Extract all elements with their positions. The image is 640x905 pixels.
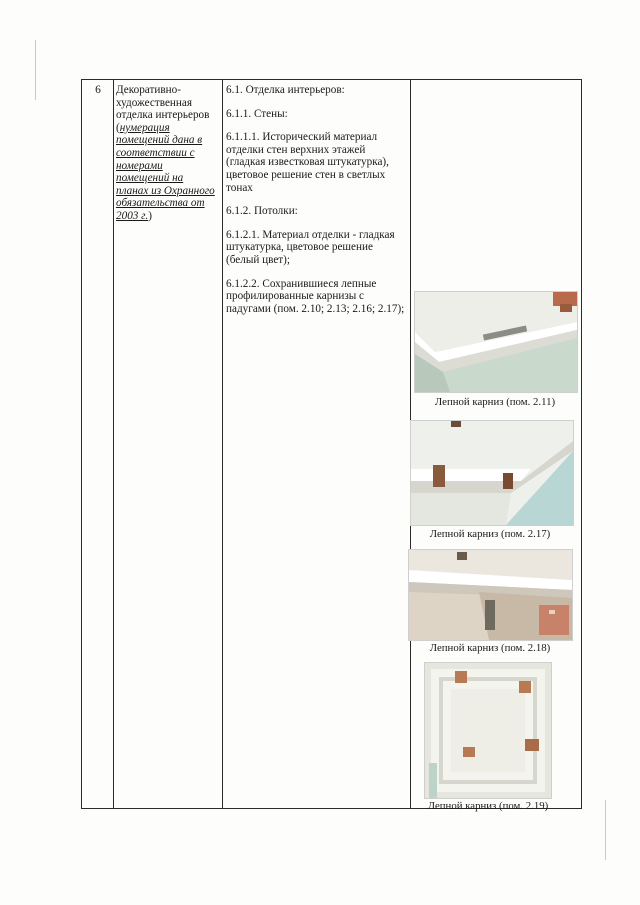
- table-border-right: [581, 79, 582, 809]
- photo-caption-2-11: Лепной карниз (пом. 2.11): [434, 396, 556, 408]
- section-6-1-2-1: 6.1.2.1. Материал отделки - гладкая штукатурка, цветовое решение (белый цвет);: [226, 228, 395, 266]
- cornice-photo-2-11: [414, 291, 578, 393]
- section-6-1-2-2: 6.1.2.2. Сохранившиеся лепные профилированные карнизы с падугами (пом. 2.10; 2.13; 2.16; 2.17);: [226, 277, 405, 315]
- cornice-photo-2-17: [410, 420, 574, 526]
- row-title: [116, 84, 216, 223]
- row-number: 6: [95, 84, 101, 96]
- table-border-top: [81, 79, 582, 80]
- section-6-1: 6.1. Отделка интерьеров:: [226, 84, 345, 96]
- photo-caption-2-18: Лепной карниз (пом. 2.18): [429, 642, 551, 654]
- table-divider-2: [222, 79, 223, 809]
- photo-caption-2-17: Лепной карниз (пом. 2.17): [429, 528, 551, 540]
- table-divider-1: [113, 79, 114, 809]
- cornice-photo-2-19: [424, 662, 552, 799]
- section-6-1-2: 6.1.2. Потолки:: [226, 205, 298, 218]
- row-content: [226, 84, 406, 326]
- section-6-1-1: 6.1.1. Стены:: [226, 107, 288, 120]
- section-6-1-1-1: 6.1.1.1. Исторический материал отделки стен верхних этажей (гладкая известковая штукатурка), цветовое решение стен в светлых тонах: [226, 131, 389, 194]
- cornice-photo-2-18: [408, 549, 573, 641]
- photo-caption-2-19: Лепной карниз (пом. 2.19): [427, 800, 549, 812]
- row-title-text: Декоративно-художественная отделка интерьеров: [116, 84, 210, 122]
- table-border-left: [81, 79, 82, 809]
- row-title-note: (нумерация помещений дана в соответствии с номерами помещений на планах из Охранного обязательства от 2003 г.): [116, 121, 215, 222]
